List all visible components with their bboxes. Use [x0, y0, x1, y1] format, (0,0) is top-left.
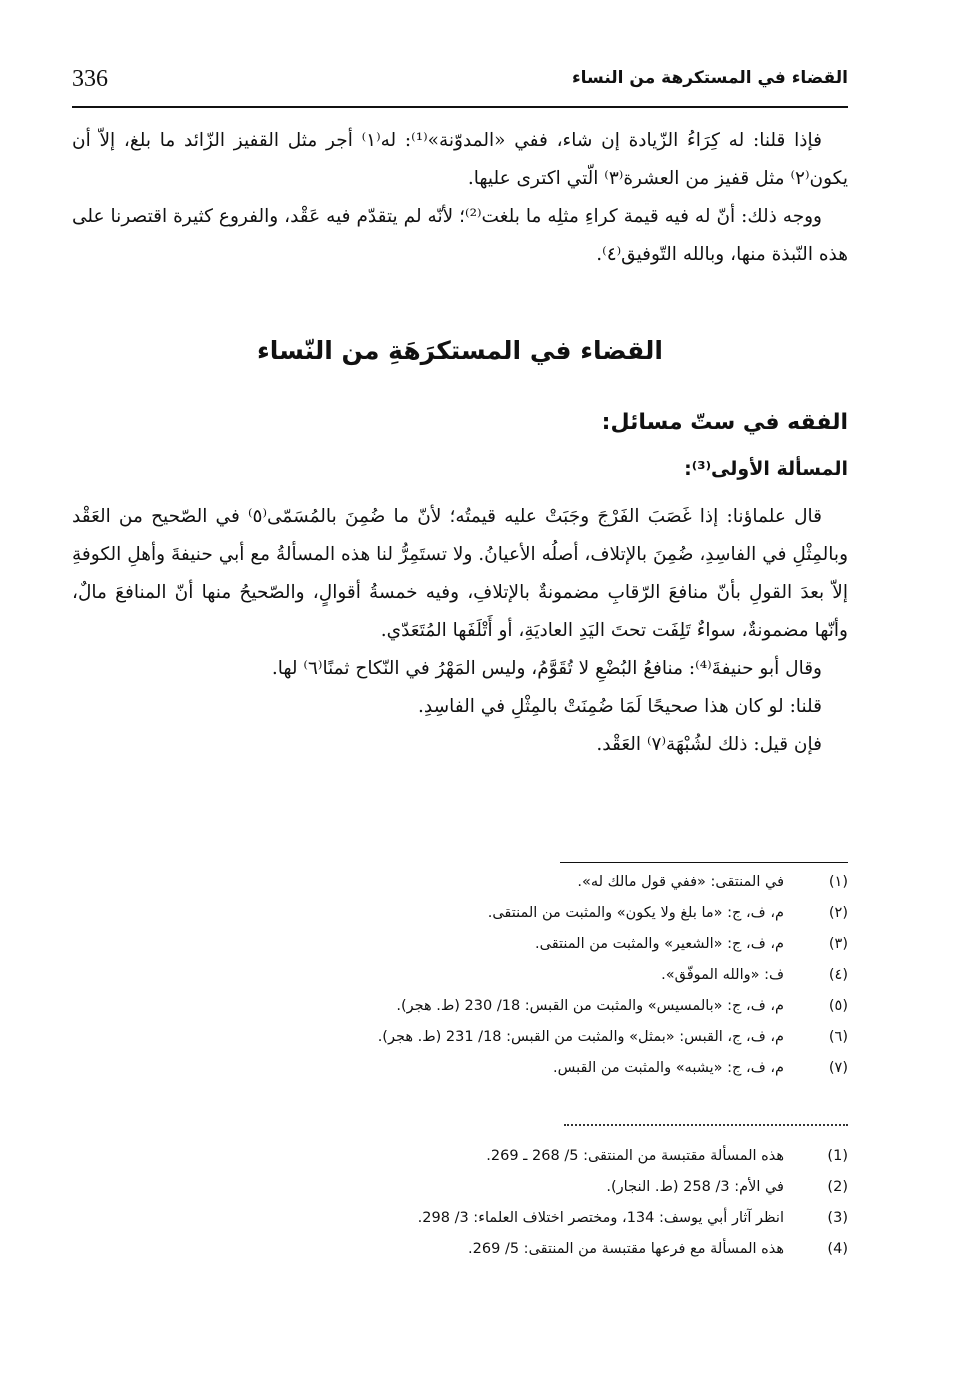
- intro-paragraph-2: ووجه ذلك: أنّ له فيه قيمة كراءِ مثلِه ما بلغت⁽²⁾؛ لأنّه لم يتقدّم فيه عَقْد، والفروع كثيرة اقتصرنا على هذه النّبذة منها، وبالله التّوفيق⁽٤⁾.: [72, 206, 848, 265]
- main-paragraph-2: وقال أبو حنيفةَ⁽⁴⁾: منافعُ البُضْعِ لا تُقَوَّمُ، وليس المَهْرُ في النّكاح ثمنًا⁽٦⁾ لها.: [271, 658, 822, 679]
- intro-text: [72, 122, 848, 274]
- footnote-text: م، ف، ج: «بالمسيس» والمثبت من القبس: 18/ 230 (ط. هجر).: [396, 998, 784, 1014]
- footnote-row: [72, 998, 848, 1029]
- main-paragraph-1: قال علماؤنا: إذا غَصَبَ الفَرْجَ وجَبَتْ عليه قيمتُه؛ لأنّ ما ضُمِنَ بالمُسَمّى⁽٥⁾ في الصّحيح من العَقْد وبالمِثْلِ في الفاسِدِ، ضُمِنَ بالإتلاف، أصلُه الأعيانُ. ولا تستَمِرُّ لنا هذه المسألةُ مع أبي حنيفةَ وأهلِ الكوفةِ إلاّ بعدَ القولِ بأنّ منافعَ الرّقابِ مضمونةٌ بالإتلافِ، وفيه خمسةُ أقوالٍ، والصّحيحُ منها أنّ المنافعَ مالٌ، وأنّها مضمونةٌ، سواءٌ تَلِفَت تحتَ اليَدِ العاديَةِ، أو أَتْلَفَها المُتَعَدّي.: [72, 506, 848, 641]
- footnote-text: انظر آثار أبي يوسف: 134، ومختصر اختلاف العلماء: 3/ 298.: [417, 1210, 784, 1226]
- section-title: القضاء في المستكرَهَةِ من النّساء: [257, 336, 663, 365]
- footnote-dotted-rule: [564, 1124, 848, 1126]
- footnote-number: (٤): [828, 967, 848, 983]
- footnote-number: (٣): [828, 936, 848, 952]
- footnote-text: م، ف، ج: «الشعير» والمثبت من المنتقى.: [535, 936, 784, 952]
- page-number: 336: [72, 66, 108, 92]
- footnote-row: [72, 874, 848, 905]
- section-subtitle: الفقه في ستّ مسائل:: [601, 410, 848, 435]
- footnote-text: ف: «والله الموفّق».: [661, 967, 784, 983]
- running-head: القضاء في المستكرهة من النساء: [571, 68, 848, 88]
- footnote-number: (4): [827, 1241, 848, 1257]
- footnote-text: في المنتقى: «ففي قول مالك له».: [577, 874, 784, 890]
- footnote-row: [72, 1148, 848, 1179]
- footnote-number: (٧): [828, 1060, 848, 1076]
- footnote-number: (2): [827, 1179, 848, 1195]
- footnote-row: [72, 1179, 848, 1210]
- footnote-number: (3): [827, 1210, 848, 1226]
- page-header: [72, 66, 848, 102]
- footnote-row: [72, 936, 848, 967]
- footnote-row: [72, 1029, 848, 1060]
- footnote-text: م، ف، ج، القبس: «بمثل» والمثبت من القبس: 18/ 231 (ط. هجر).: [377, 1029, 784, 1045]
- intro-paragraph-1: فإذا قلنا: له كِرَاءُ الزّيادة إن شاء، ففي «المدوّنة»⁽¹⁾: له⁽١⁾ أجر مثل القفيز الزّائد ما بلغ، إلاّ أن يكون⁽٢⁾ مثل قفيز من العشرة⁽٣⁾ الّتي اكترى عليها.: [72, 130, 848, 189]
- main-text: [72, 498, 848, 764]
- footnote-row: [72, 1210, 848, 1241]
- footnote-rule: [560, 862, 848, 863]
- footnote-row: [72, 905, 848, 936]
- question-title: المسألة الأولى⁽³⁾:: [684, 458, 848, 480]
- footnotes-editorial: [72, 874, 848, 1091]
- footnote-row: [72, 1060, 848, 1091]
- footnote-row: [72, 967, 848, 998]
- main-paragraph-4: فإن قيل: ذلك لشُبْهَة⁽٧⁾ العَقْد.: [596, 734, 822, 755]
- footnote-number: (٦): [828, 1029, 848, 1045]
- footnote-row: [72, 1241, 848, 1272]
- footnotes-sources: [72, 1148, 848, 1272]
- header-rule: [72, 106, 848, 108]
- footnote-text: هذه المسألة مقتبسة من المنتقى: 5/ 268 ـ 269.: [486, 1148, 784, 1164]
- footnote-text: في الأم: 3/ 258 (ط. النجار).: [606, 1179, 784, 1195]
- footnote-text: م، ف، ج: «ما بلغ ولا يكون» والمثبت من المنتقى.: [487, 905, 784, 921]
- footnote-number: (٥): [828, 998, 848, 1014]
- footnote-text: م، ف، ج: «يشبه» والمثبت من القبس.: [552, 1060, 784, 1076]
- footnote-number: (1): [827, 1148, 848, 1164]
- main-paragraph-3: قلنا: لو كان هذا صحيحًا لَمَا ضُمِنَتْ بالمِثْلِ في الفاسِدِ.: [418, 696, 822, 717]
- footnote-number: (٢): [828, 905, 848, 921]
- footnote-number: (١): [828, 874, 848, 890]
- footnote-text: هذه المسألة مع فرعها مقتبسة من المنتقى: 5/ 269.: [468, 1241, 784, 1257]
